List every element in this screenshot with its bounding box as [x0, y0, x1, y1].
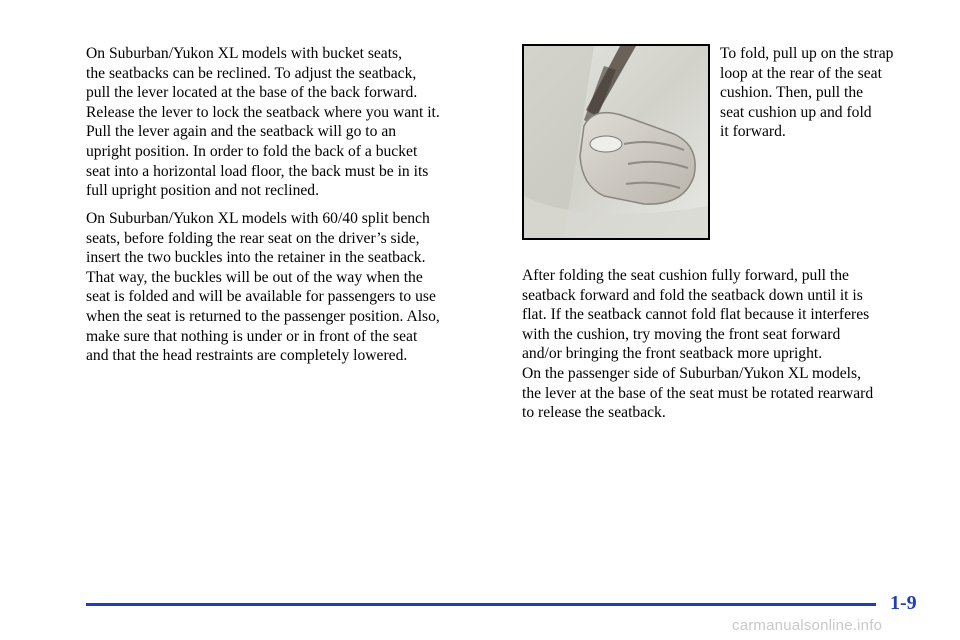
caption-line: loop at the rear of the seat: [720, 64, 882, 82]
text-line: and that the head restraints are completely lowered.: [86, 347, 408, 365]
text-line: to release the seatback.: [522, 404, 666, 422]
text-line: seats, before folding the rear seat on the driver’s side,: [86, 229, 420, 247]
text-line: seatback forward and fold the seatback down until it is: [522, 286, 863, 304]
text-line: On the passenger side of Suburban/Yukon XL models,: [522, 364, 861, 382]
paragraph-folding-seatback: [522, 266, 932, 423]
caption-line: cushion. Then, pull the: [720, 84, 864, 102]
caption-line: seat cushion up and fold: [720, 103, 872, 121]
text-line: full upright position and not reclined.: [86, 182, 320, 200]
photo-caption: [720, 44, 940, 142]
footer-rule: [86, 603, 876, 606]
text-line: the seatbacks can be reclined. To adjust the seatback,: [86, 64, 417, 82]
text-line: seat is folded and will be available for passengers to use: [86, 288, 436, 306]
text-line: when the seat is returned to the passenger position. Also,: [86, 307, 440, 325]
text-line: pull the lever located at the base of the back forward.: [86, 84, 418, 102]
paragraph-bucket-seats: [86, 44, 440, 201]
text-line: insert the two buckles into the retainer in the seatback.: [86, 249, 426, 267]
text-line: with the cushion, try moving the front seat forward: [522, 325, 841, 343]
caption-line: To fold, pull up on the strap: [720, 45, 894, 62]
text-line: flat. If the seatback cannot fold flat because it interferes: [522, 306, 870, 324]
text-line: After folding the seat cushion fully forward, pull the: [522, 267, 849, 284]
text-line: Pull the lever again and the seatback will go to an: [86, 123, 397, 141]
caption-line: it forward.: [720, 123, 786, 141]
text-line: On Suburban/Yukon XL models with 60/40 split bench: [86, 210, 430, 227]
text-line: the lever at the base of the seat must be rotated rearward: [522, 384, 874, 402]
text-line: and/or bringing the front seatback more upright.: [522, 345, 823, 363]
page-number: 1-9: [890, 592, 917, 614]
text-line: make sure that nothing is under or in front of the seat: [86, 327, 418, 345]
text-line: upright position. In order to fold the back of a bucket: [86, 142, 418, 160]
paragraph-split-bench: [86, 209, 440, 366]
text-line: Release the lever to lock the seatback where you want it.: [86, 103, 440, 121]
watermark-link[interactable]: carmanualsonline.info: [732, 617, 883, 634]
text-line: That way, the buckles will be out of the way when the: [86, 268, 423, 286]
hand-pulling-strap-photo: [522, 44, 710, 240]
text-line: seat into a horizontal load floor, the back must be in its: [86, 162, 429, 180]
text-line: On Suburban/Yukon XL models with bucket seats,: [86, 45, 403, 62]
